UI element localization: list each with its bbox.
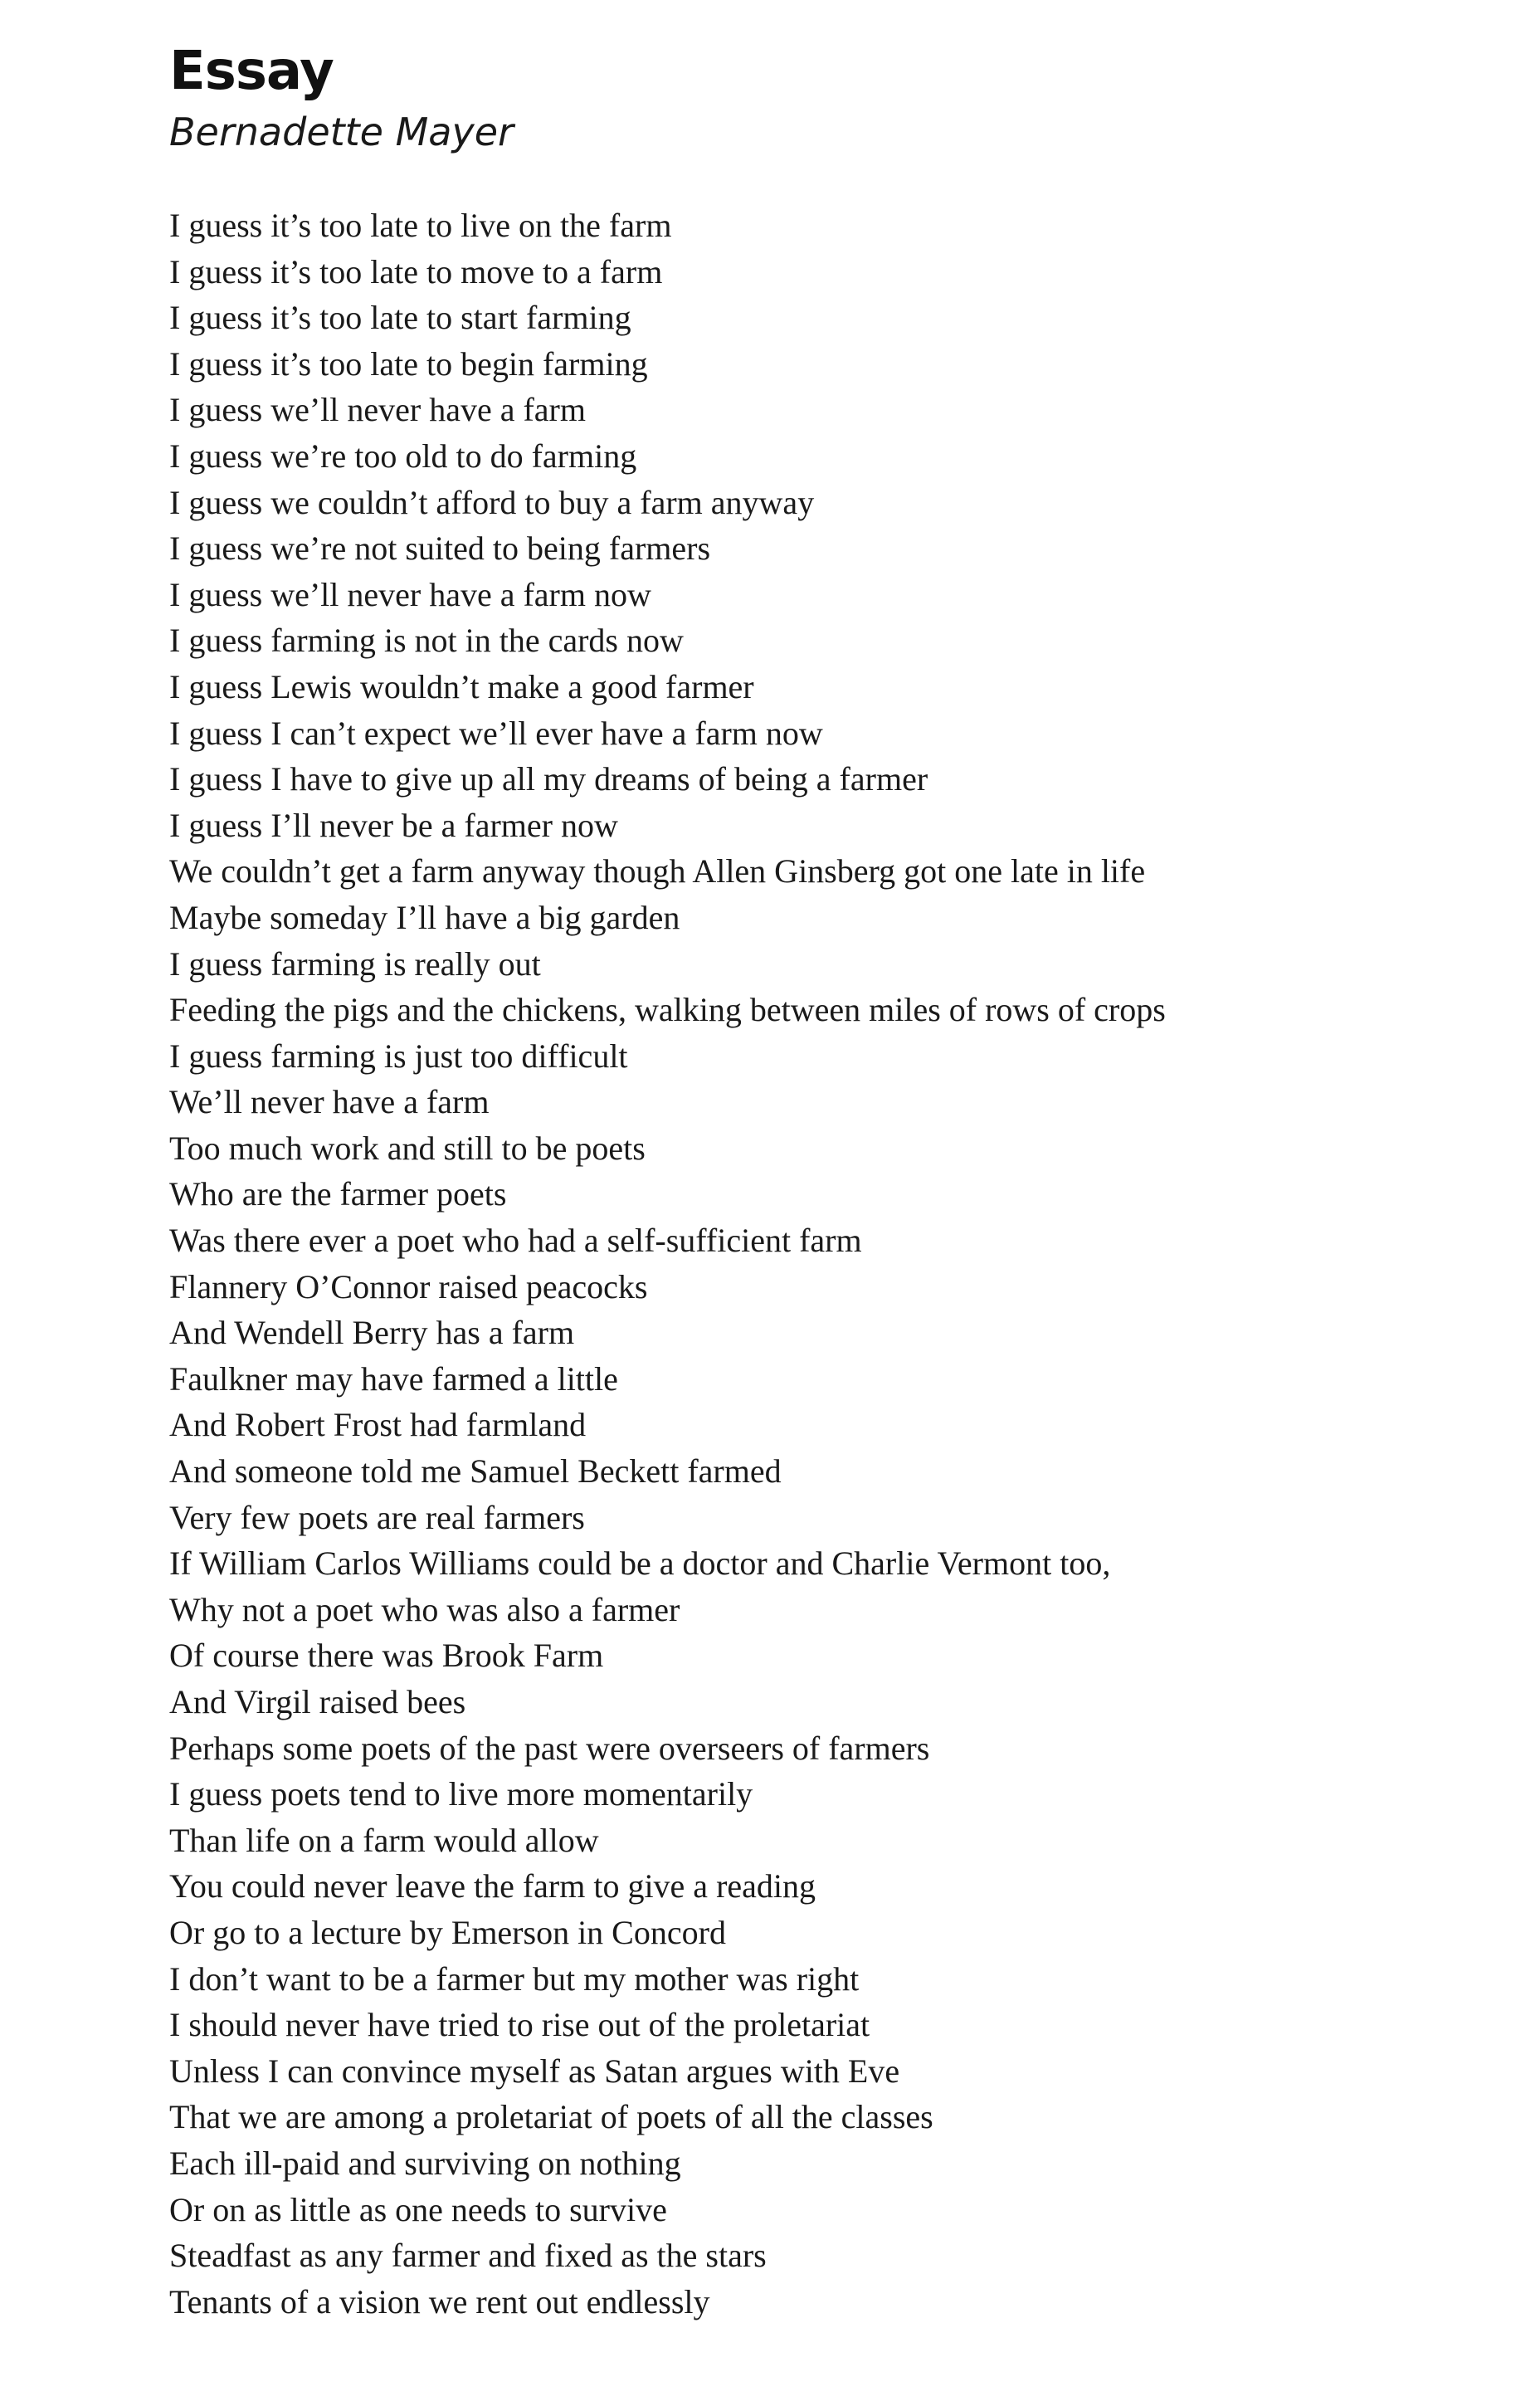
poem-line: Steadfast as any farmer and fixed as the stars — [169, 2237, 767, 2275]
poem-line: Tenants of a vision we rent out endlessly — [169, 2282, 710, 2320]
poem-line: You could never leave the farm to give a reading — [169, 1867, 816, 1905]
poem-body — [169, 203, 1414, 2325]
poem-line: Or on as little as one needs to survive — [169, 2190, 667, 2228]
poem-line: Too much work and still to be poets — [169, 1129, 646, 1167]
poem-line: Than life on a farm would allow — [169, 1821, 599, 1859]
poem-line: And Wendell Berry has a farm — [169, 1314, 575, 1352]
poem-page — [169, 37, 1414, 2325]
poem-line: I guess we’re too old to do farming — [169, 437, 637, 475]
poem-line: I don’t want to be a farmer but my mother was right — [169, 1959, 860, 1998]
poem-title: Essay — [169, 41, 334, 102]
poem-line: I guess it’s too late to start farming — [169, 299, 631, 337]
poem-line: We’ll never have a farm — [169, 1083, 490, 1121]
poem-line: Of course there was Brook Farm — [169, 1637, 604, 1675]
poem-line: I guess it’s too late to begin farming — [169, 344, 648, 383]
poem-line: And Robert Frost had farmland — [169, 1406, 587, 1444]
poem-line: Was there ever a poet who had a self-sufficient farm — [169, 1222, 862, 1260]
poem-line: I guess it’s too late to live on the farm — [169, 207, 672, 244]
poem-line: I guess we’re not suited to being farmers — [169, 529, 711, 568]
poem-line: I guess we couldn’t afford to buy a farm anyway — [169, 483, 815, 521]
poem-line: Who are the farmer poets — [169, 1175, 507, 1213]
poem-line: We couldn’t get a farm anyway though Allen Ginsberg got one late in life — [169, 852, 1146, 891]
poem-line: Very few poets are real farmers — [169, 1498, 585, 1536]
poem-line: I guess I have to give up all my dreams of being a farmer — [169, 760, 928, 798]
poem-line: I guess we’ll never have a farm now — [169, 575, 651, 613]
poem-line: I guess farming is not in the cards now — [169, 622, 684, 660]
poem-line: Why not a poet who was also a farmer — [169, 1590, 680, 1628]
poem-line: I guess it’s too late to move to a farm — [169, 252, 663, 290]
poem-line: Or go to a lecture by Emerson in Concord — [169, 1913, 726, 1951]
poem-line: And someone told me Samuel Beckett farmed — [169, 1452, 782, 1491]
poem-line: I guess I can’t expect we’ll ever have a farm now — [169, 714, 823, 752]
poem-line: I guess farming is really out — [169, 944, 541, 983]
poem-line: I guess I’ll never be a farmer now — [169, 806, 618, 844]
poem-line: Feeding the pigs and the chickens, walking between miles of rows of crops — [169, 991, 1166, 1029]
poem-line: Flannery O’Connor raised peacocks — [169, 1267, 648, 1305]
poem-line: And Virgil raised bees — [169, 1683, 466, 1720]
poem-line: I guess Lewis wouldn’t make a good farmer — [169, 667, 754, 705]
poem-line: Each ill-paid and surviving on nothing — [169, 2144, 681, 2182]
poem-line: I should never have tried to rise out of the proletariat — [169, 2006, 870, 2044]
poem-line: I guess poets tend to live more momentarily — [169, 1775, 753, 1813]
poem-line: Faulkner may have farmed a little — [169, 1359, 618, 1398]
poem-line: That we are among a proletariat of poets of all the classes — [169, 2098, 933, 2136]
poem-line: I guess farming is just too difficult — [169, 1037, 628, 1075]
poem-line: Maybe someday I’ll have a big garden — [169, 898, 680, 936]
poem-line: If William Carlos Williams could be a doctor and Charlie Vermont too, — [169, 1544, 1111, 1583]
poem-line: Unless I can convince myself as Satan argues with Eve — [169, 2052, 900, 2090]
poem-author: Bernadette Mayer — [169, 110, 514, 154]
poem-line: I guess we’ll never have a farm — [169, 391, 586, 429]
poem-line: Perhaps some poets of the past were overseers of farmers — [169, 1729, 930, 1767]
